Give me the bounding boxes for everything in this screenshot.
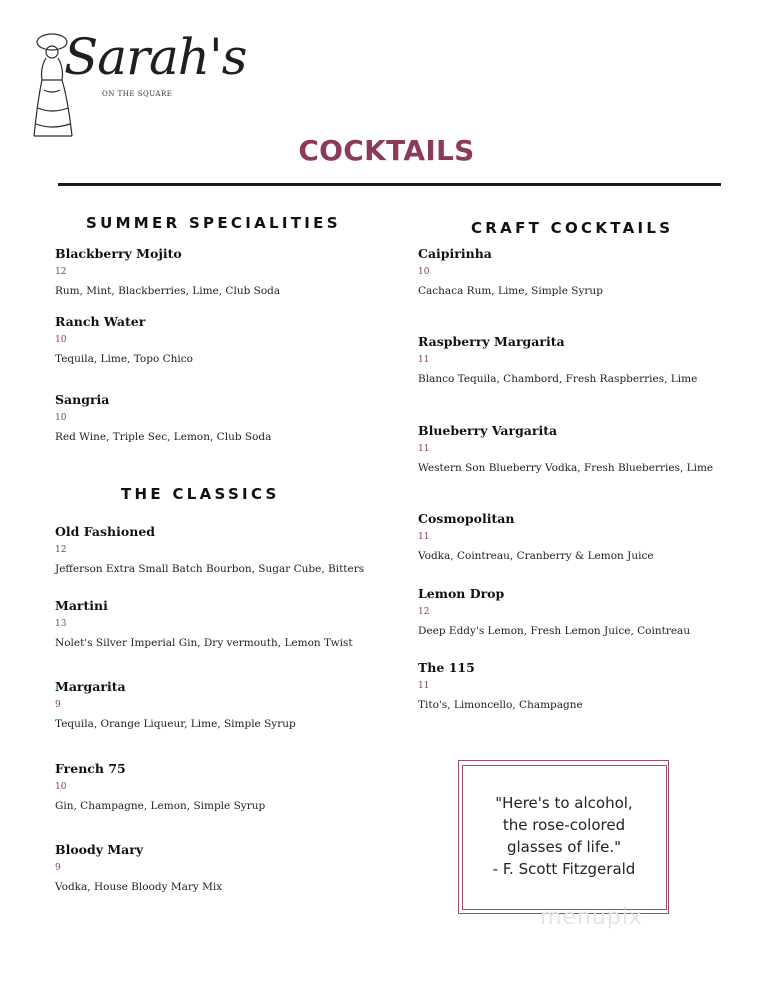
logo-script-text: Sarah's: [64, 28, 247, 86]
section-heading-craft: CRAFT COCKTAILS: [471, 219, 674, 237]
quote-line: the rose-colored: [502, 816, 626, 834]
section-heading-summer: SUMMER SPECIALITIES: [86, 214, 341, 232]
item-price: 11: [418, 681, 430, 691]
menu-item: [418, 511, 654, 563]
menu-item: [418, 423, 713, 475]
item-price: 10: [55, 782, 67, 792]
item-name: Blackberry Mojito: [55, 246, 182, 261]
menu-item: [55, 679, 296, 731]
item-description: Rum, Mint, Blackberries, Lime, Club Soda: [55, 285, 281, 297]
menu-item: [55, 598, 353, 650]
fitzgerald-quote: [466, 792, 662, 880]
page-title: COCKTAILS: [298, 134, 475, 167]
item-price: 11: [418, 444, 430, 454]
title-divider: [58, 183, 721, 186]
menu-item: [418, 246, 603, 298]
item-name: Ranch Water: [55, 314, 146, 329]
menu-item: [55, 246, 280, 298]
item-price: 11: [418, 355, 430, 365]
item-name: The 115: [418, 660, 475, 675]
item-description: Nolet's Silver Imperial Gin, Dry vermouth, Lemon Twist: [55, 637, 353, 649]
item-name: Old Fashioned: [55, 524, 156, 539]
item-description: Tequila, Orange Liqueur, Lime, Simple Syrup: [55, 718, 296, 730]
item-description: Blanco Tequila, Chambord, Fresh Raspberries, Lime: [418, 373, 698, 385]
item-description: Cachaca Rum, Lime, Simple Syrup: [418, 285, 603, 297]
sarahs-logo: [28, 28, 247, 140]
item-description: Deep Eddy's Lemon, Fresh Lemon Juice, Cointreau: [418, 625, 691, 637]
section-heading-classics: THE CLASSICS: [121, 485, 280, 503]
item-description: Red Wine, Triple Sec, Lemon, Club Soda: [55, 431, 272, 443]
item-price: 10: [55, 413, 67, 423]
item-price: 13: [55, 619, 67, 629]
item-price: 9: [55, 700, 61, 710]
item-name: Bloody Mary: [55, 842, 144, 857]
item-description: Tito's, Limoncello, Champagne: [418, 699, 583, 711]
item-description: Jefferson Extra Small Batch Bourbon, Sugar Cube, Bitters: [55, 563, 365, 575]
item-price: 10: [418, 267, 430, 277]
quote-attribution: - F. Scott Fitzgerald: [492, 860, 636, 878]
menu-item: [55, 392, 271, 444]
logo-subtitle: ON THE SQUARE: [102, 90, 173, 98]
item-name: French 75: [55, 761, 126, 776]
quote-line: glasses of life.": [506, 838, 622, 856]
item-name: Caipirinha: [418, 246, 492, 261]
item-description: Western Son Blueberry Vodka, Fresh Blueberries, Lime: [418, 462, 714, 474]
menu-item: [55, 314, 193, 366]
menu-item: [55, 524, 364, 576]
item-name: Martini: [55, 598, 108, 613]
menu-item: [418, 586, 690, 638]
item-name: Blueberry Vargarita: [418, 423, 558, 438]
watermark: menupix: [540, 905, 643, 930]
item-name: Raspberry Margarita: [418, 334, 565, 349]
item-name: Sangria: [55, 392, 110, 407]
item-description: Gin, Champagne, Lemon, Simple Syrup: [55, 800, 266, 812]
menu-item: [55, 842, 222, 894]
item-price: 12: [418, 607, 430, 617]
item-name: Cosmopolitan: [418, 511, 515, 526]
item-name: Lemon Drop: [418, 586, 505, 601]
item-price: 12: [55, 267, 67, 277]
item-description: Tequila, Lime, Topo Chico: [55, 353, 193, 365]
menu-item: [418, 660, 583, 712]
item-price: 12: [55, 545, 67, 555]
item-price: 11: [418, 532, 430, 542]
item-description: Vodka, Cointreau, Cranberry & Lemon Juice: [418, 550, 654, 562]
item-description: Vodka, House Bloody Mary Mix: [55, 881, 223, 893]
menu-item: [418, 334, 697, 386]
item-price: 10: [55, 335, 67, 345]
quote-line: "Here's to alcohol,: [495, 794, 633, 812]
menu-item: [55, 761, 265, 813]
item-price: 9: [55, 863, 61, 873]
item-name: Margarita: [55, 679, 126, 694]
